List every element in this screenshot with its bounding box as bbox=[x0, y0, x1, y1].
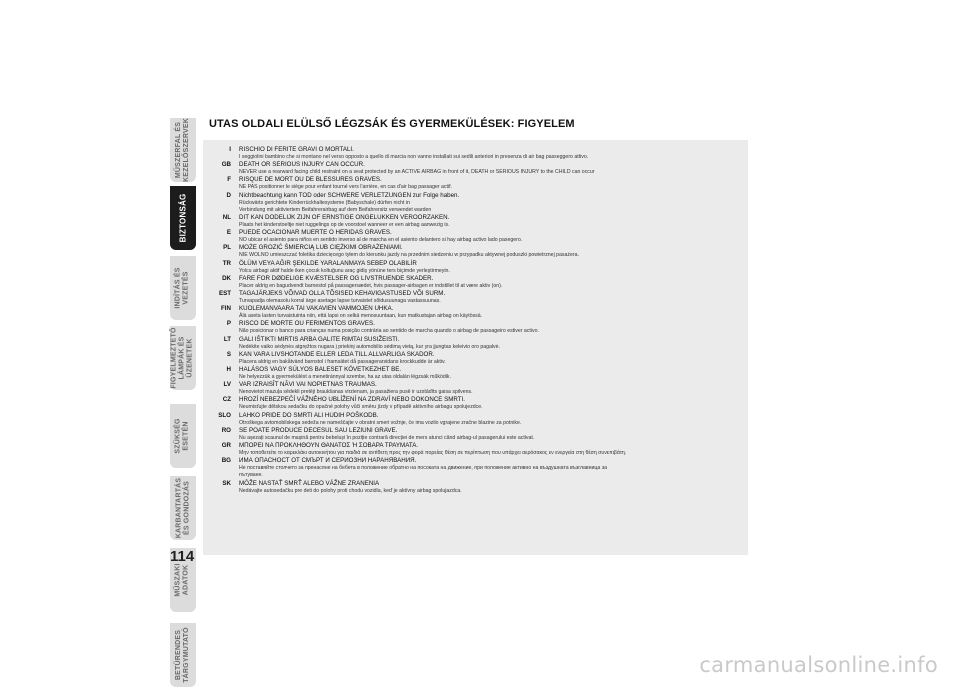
language-code: P bbox=[226, 320, 231, 328]
warning-detail: NE PAS positionner le siège pour enfant tourné vers l'arrière, en cas d'air bag passager actif. bbox=[239, 184, 452, 191]
warning-texts bbox=[239, 146, 744, 161]
chapter-tab-label: BETŰRENDES TÁRGYMUTATÓ bbox=[175, 627, 191, 683]
warning-heading: KUOLEMANVAARA TAI VAKAVIEN VAMMOJEN UHKA. bbox=[239, 305, 394, 313]
warning-detail: Älä aseta lasten turvaistuinta niin, että lapsi on selkä menosuuntaan, kun matkustajan airbag on käytössä. bbox=[239, 313, 483, 320]
warning-heading: RISCHIO DI FERITE GRAVI O MORTALI. bbox=[239, 146, 354, 153]
warning-heading: Nichtbeachtung kann TOD oder SCHWERE VERLETZUNGEN zur Folge haben. bbox=[239, 191, 460, 199]
language-code: H bbox=[226, 366, 231, 374]
warning-detail: NO ubicar el asiento para niños en sentido inverso al de marcha en el asiento delantero si hay airbag activo lado pasegero. bbox=[239, 237, 523, 244]
warning-detail: Не поставяйте столчето за пренасяне на бебета в положение обратно на посоката на движение, при положение активно на въздушната възглавница за bbox=[239, 465, 607, 472]
chapter-tab-label: BIZTONSÁG bbox=[178, 193, 188, 243]
warning-texts bbox=[239, 320, 744, 335]
language-code: D bbox=[226, 191, 231, 199]
warning-heading: ΜΠΟΡΕΙ ΝΑ ΠΡΟΚΛΗΘΟΥΝ ΘΑΝΑΤΟΣ Ή ΣΟΒΑΡΑ ΤΡΑΥΜΑΤΑ. bbox=[239, 442, 419, 450]
warning-texts bbox=[239, 396, 744, 411]
warning-detail: Ne helyezzük a gyermekülést a menetiránnyal szembe, ha az utas oldalán légzsák működik. bbox=[239, 374, 451, 381]
language-code: I bbox=[229, 146, 231, 153]
warning-texts bbox=[239, 275, 744, 290]
warning-heading: RISCO DE MORTE OU FERIMENTOS GRAVES. bbox=[239, 320, 375, 328]
warning-heading: RISQUE DE MORT OU DE BLESSURES GRAVES. bbox=[239, 176, 382, 184]
chapter-tab-label: FIGYELMEZTETŐ LÁMPÁK ÉS ÜZENETEK bbox=[171, 327, 195, 389]
chapter-tab-label: KARBANTARTÁS ÉS GONDOZÁS bbox=[175, 477, 191, 539]
warning-heading: HROZÍ NEBEZPEČÍ VÁŽNÉHO UBLÍŽENÍ NA ZDRAVÍ NEBO DOKONCE SMRTI. bbox=[239, 396, 465, 404]
warning-entry-dk bbox=[207, 275, 744, 290]
language-code: GR bbox=[221, 442, 231, 450]
warning-texts bbox=[239, 161, 744, 176]
warning-detail: Otroškega avtomobilskega sedeža ne nameščajte v obratni smeri vožnje, če ima vozilo vgrajene zračne blazine za potnike. bbox=[239, 419, 522, 426]
warning-detail: NEVER use a rearward facing child restraint on a seat protected by an ACTIVE AIRBAG in front of it, DEATH or SERIOUS INJURY to the CHILD can occur bbox=[239, 169, 595, 176]
warning-heading: MÔŽE NASTAŤ SMRŤ ALEBO VÁŽNE ZRANENIA bbox=[239, 479, 380, 487]
warning-heading: GALI IŠTIKTI MIRTIS ARBA GALITE RIMTAI SUSIŽEISTI. bbox=[239, 335, 400, 343]
warning-texts bbox=[239, 351, 744, 366]
chapter-tab-1[interactable] bbox=[170, 118, 196, 182]
language-code: FIN bbox=[221, 305, 231, 313]
warning-detail: Placer aldrig en bagudvendt barnestol på passagersædet, hvis passager-airbagen er indstillet til at være aktiv (on). bbox=[239, 282, 503, 289]
warning-entry-lv bbox=[207, 381, 744, 396]
warning-texts bbox=[239, 260, 744, 275]
warning-detail: Turvapadja olemasolu korral ärge asetage lapse turvaistet sõidusuunaga vastassuunas. bbox=[239, 298, 441, 305]
airbag-warning-box bbox=[203, 140, 748, 555]
warning-texts bbox=[239, 427, 744, 442]
chapter-tab-4[interactable] bbox=[170, 326, 196, 390]
language-code: SK bbox=[222, 479, 231, 487]
language-code: GB bbox=[221, 161, 231, 169]
language-code: S bbox=[226, 350, 231, 358]
warning-texts bbox=[239, 192, 744, 214]
warning-entry-gb bbox=[207, 161, 744, 176]
warning-texts bbox=[239, 457, 744, 479]
warning-entry-s bbox=[207, 351, 744, 366]
warning-detail: Nedėkite vaiko sėdynės atgręžtos nugara į priekinį automobilio sėdimą vietą, kur yra įjungtas keleivio oro pagalvė. bbox=[239, 343, 500, 350]
chapter-tab-label: INDÍTÁS ÉS VEZETÉS bbox=[175, 267, 191, 309]
warning-entry-d bbox=[207, 192, 744, 214]
warning-detail: I seggiolini bambino che si montano nel verso opposto a quello di marcia non vanno installati sui sedili anteriori in presenza di air bag passeggero attivo. bbox=[239, 154, 589, 160]
language-code: NL bbox=[222, 214, 231, 222]
warning-detail: Não posicionar o banco para crianças numa posição contrária ao sentido de marcha quando o airbag de passageiro estiver activo. bbox=[239, 328, 539, 335]
warning-detail: Nedávajte autosedačku pre deti do polohy proti chodu vozidla, keď je aktívny airbag spolujazdca. bbox=[239, 487, 462, 494]
warning-texts bbox=[239, 305, 744, 320]
language-code: BG bbox=[221, 457, 231, 465]
warning-entry-est bbox=[207, 290, 744, 305]
warning-entry-pl bbox=[207, 244, 744, 259]
warning-entry-lt bbox=[207, 336, 744, 351]
language-code: CZ bbox=[222, 396, 231, 404]
page-number: 114 bbox=[170, 548, 195, 565]
warning-entry-fin bbox=[207, 305, 744, 320]
warning-entry-bg bbox=[207, 457, 744, 479]
warning-entry-tr bbox=[207, 260, 744, 275]
language-code: E bbox=[226, 229, 231, 237]
chapter-tab-2[interactable] bbox=[170, 186, 196, 250]
language-code: EST bbox=[218, 290, 231, 298]
chapter-tab-8[interactable] bbox=[170, 623, 196, 687]
chapter-tab-6[interactable] bbox=[170, 476, 196, 540]
warning-texts bbox=[239, 442, 744, 457]
warning-texts bbox=[239, 381, 744, 396]
warning-entry-i bbox=[207, 146, 744, 161]
language-code: F bbox=[227, 176, 231, 184]
warning-texts bbox=[239, 366, 744, 381]
warning-heading: ÖLÜM VEYA AĞIR ŞEKILDE YARALANMAYA SEBEP OLABILİR bbox=[239, 259, 417, 267]
warning-texts bbox=[239, 229, 744, 244]
warning-detail: Nenovietot mazuļa sēdekli pretēji braukšanas virzienam, ja pasažiera pusē ir uzstādīts gaisa spilvens. bbox=[239, 389, 473, 396]
language-code: RO bbox=[221, 426, 231, 434]
warning-entry-sk bbox=[207, 480, 744, 495]
warning-heading: HALÁSOS VAGY SÚLYOS BALESET KÖVETKEZHET BE. bbox=[239, 366, 402, 374]
warning-entry-p bbox=[207, 320, 744, 335]
watermark: carmanualsonline.info bbox=[699, 653, 938, 677]
language-code: DK bbox=[222, 274, 231, 282]
warning-detail: Rückwärts gerichtete Kinderrückhaltesysteme (Babyschale) dürfen nicht in bbox=[239, 199, 410, 206]
warning-heading: ИМА ОПАСНОСТ ОТ СМЪРТ И СЕРИОЗНИ НАРАНЯВАНИЯ. bbox=[239, 457, 417, 465]
warning-detail: Placera aldrig en bakåtvänd barnstol i framsätet då passagerarsidans krockkudde är aktiv. bbox=[239, 358, 446, 365]
chapter-tab-label: MŰSZAKI ADATOK bbox=[175, 563, 191, 597]
warning-texts bbox=[239, 480, 744, 495]
warning-detail: Plaats het kinderstoeltje niet ruggelings op de voorstoel wanneer er een airbag aanwezig is. bbox=[239, 222, 450, 229]
warning-heading: FARE FOR DØDELIGE KVÆSTELSER OG LIVSTRUENDE SKADER. bbox=[239, 274, 434, 282]
warning-entry-e bbox=[207, 229, 744, 244]
warning-heading: VAR IZRAISĪT NĀVI VAI NOPIETNAS TRAUMAS. bbox=[239, 381, 377, 389]
language-code: PL bbox=[223, 244, 231, 252]
warning-detail: Verbindung mit aktiviertem Beifahrerairbag auf dem Beifahrersitz verwendet warden bbox=[239, 206, 432, 213]
warning-texts bbox=[239, 214, 744, 229]
warning-entry-f bbox=[207, 176, 744, 191]
warning-entry-cz bbox=[207, 396, 744, 411]
warning-heading: TAGAJÄRJEKS VÕIVAD OLLA TÕSISED KEHAVIGASTUSED VÕI SURM. bbox=[239, 290, 446, 298]
warning-heading: SE POATE PRODUCE DECESUL SAU LEZIUNI GRAVE. bbox=[239, 426, 398, 434]
warning-texts bbox=[239, 290, 744, 305]
chapter-tab-5[interactable] bbox=[170, 404, 196, 468]
warning-heading: DIT KAN DODELIJK ZIJN OF ERNSTIGE ONGELUKKEN VEROORZAKEN. bbox=[239, 214, 450, 222]
warning-texts bbox=[239, 176, 744, 191]
warning-heading: MOŻE GROZIĆ ŚMIERCIĄ LUB CIĘŻKIMI OBRAŻENIAMI. bbox=[239, 244, 403, 252]
warning-detail: Yolcu airbagi aktif halde iken çocuk koltuğunu araç gidiş yönüne ters biçimde yerleştirmeyin. bbox=[239, 267, 450, 274]
warning-heading: LAHKO PRIDE DO SMRTI ALI HUDIH POŠKODB. bbox=[239, 411, 379, 419]
warning-detail: Μην τοποθετείτε το καρεκλάκι αυτοκινήτου για παιδιά σε αντίθετη προς την φορά πορείας θέση σε περίπτωση που υπάρχει αερόσακος εν ενεργεία στη θέση συνεπιβάτη. bbox=[239, 450, 627, 457]
warning-entry-nl bbox=[207, 214, 744, 229]
warning-detail: Neumisťujte dětskou sedačku do opačné polohy vůči směru jízdy v případě aktivního airbagu spolujezdce. bbox=[239, 404, 483, 411]
warning-texts bbox=[239, 336, 744, 351]
warning-entry-slo bbox=[207, 412, 744, 427]
language-code: LT bbox=[223, 335, 231, 343]
warning-entry-gr bbox=[207, 442, 744, 457]
language-code: LV bbox=[223, 381, 231, 389]
warning-texts bbox=[239, 244, 744, 259]
page-title: UTAS OLDALI ELÜLSŐ LÉGZSÁK ÉS GYERMEKÜLÉSEK: FIGYELEM bbox=[209, 118, 575, 130]
warning-entry-h bbox=[207, 366, 744, 381]
warning-heading: KAN VARA LIVSHOTANDE ELLER LEDA TILL ALLVARLIGA SKADOR. bbox=[239, 350, 435, 358]
warning-detail: Nu așezați scaunul de mașină pentru bebeluși în poziție contrară direcției de mers atunci când airbag-ul pasagerului este activat. bbox=[239, 434, 535, 441]
chapter-tab-3[interactable] bbox=[170, 256, 196, 320]
warning-entry-ro bbox=[207, 427, 744, 442]
warning-detail: NIE WOLNO umieszczać foletika dziecięcego tyłem do kierunku jazdy na przednim siedzeniu w przypadku aktywnej poduszki powietrznej pasażera. bbox=[239, 252, 579, 259]
warning-heading: PUEDE OCACIONAR MUERTE O HERIDAS GRAVES. bbox=[239, 229, 392, 237]
chapter-tab-label: SZÜKSÉG ESETÉN bbox=[175, 418, 190, 454]
warning-detail: пътуване. bbox=[239, 472, 263, 479]
language-code: SLO bbox=[218, 411, 231, 419]
language-code: TR bbox=[222, 259, 231, 267]
chapter-tab-label: MŰSZERFAL ÉS KEZELŐSZERVEK bbox=[175, 118, 190, 182]
warning-heading: DEATH OR SERIOUS INJURY CAN OCCUR. bbox=[239, 161, 365, 169]
warning-texts bbox=[239, 412, 744, 427]
